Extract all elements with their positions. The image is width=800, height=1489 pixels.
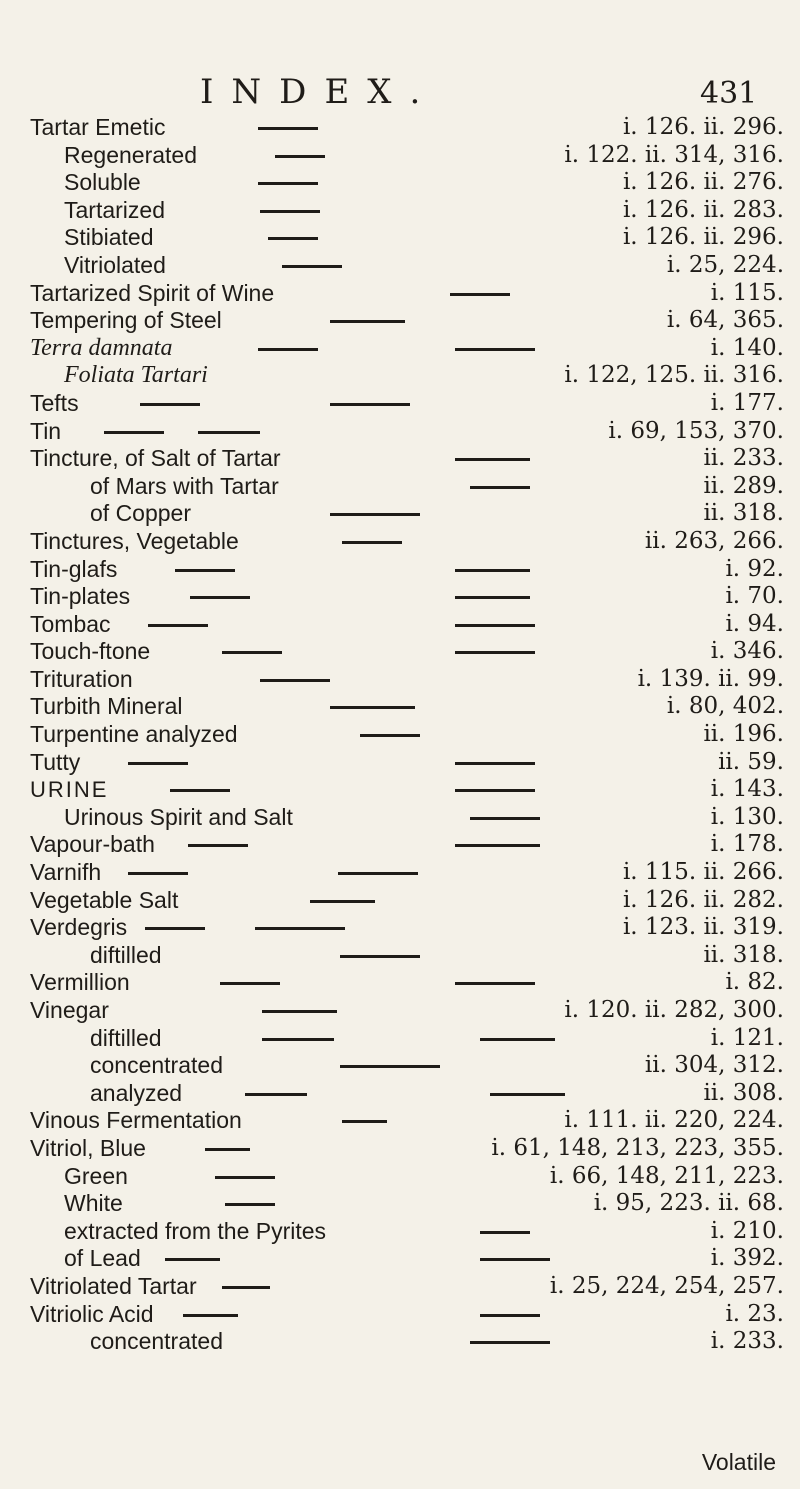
leader-dash	[225, 1203, 275, 1206]
entry-term: Tinctures, Vegetable	[30, 527, 239, 554]
entry-reference: i. 82.	[725, 969, 784, 996]
leader-dash	[470, 486, 530, 489]
entry-term: Tin	[30, 417, 62, 444]
entry-reference: ii. 196.	[703, 721, 784, 748]
index-entry	[0, 969, 800, 997]
leader-dash	[198, 431, 260, 434]
leader-dash	[338, 872, 418, 875]
entry-reference: i. 70.	[725, 583, 784, 610]
entry-reference: i. 95, 223. ii. 68.	[593, 1190, 784, 1217]
index-entry	[0, 638, 800, 666]
entry-reference: i. 25, 224, 254, 257.	[549, 1272, 784, 1299]
index-entry	[0, 1218, 800, 1246]
index-entry	[0, 1107, 800, 1135]
entry-term: Tombac	[30, 610, 111, 637]
index-entry	[0, 804, 800, 832]
entry-reference: i. 94.	[725, 610, 784, 637]
leader-dash	[330, 320, 405, 323]
leader-dash	[145, 927, 205, 930]
index-entry	[0, 1135, 800, 1163]
leader-dash	[490, 1093, 565, 1096]
leader-dash	[480, 1258, 550, 1261]
leader-dash	[340, 955, 420, 958]
entry-reference: i. 178.	[710, 831, 784, 858]
leader-dash	[255, 927, 345, 930]
leader-dash	[262, 1038, 334, 1041]
leader-dash	[282, 265, 342, 268]
leader-dash	[175, 569, 235, 572]
leader-dash	[258, 127, 318, 130]
entry-term: Terra damnata	[30, 334, 173, 361]
index-entry	[0, 1052, 800, 1080]
index-entry	[0, 418, 800, 446]
entry-reference: i. 130.	[710, 803, 784, 830]
index-entry	[0, 1273, 800, 1301]
entry-term: Vapour-bath	[30, 831, 155, 858]
entry-reference: i. 92.	[725, 555, 784, 582]
entry-term: Vinous Fermentation	[30, 1107, 242, 1134]
entry-reference: i. 126. ii. 283.	[622, 196, 784, 223]
leader-dash	[258, 348, 318, 351]
entry-term: Verdegris	[30, 914, 128, 941]
entry-term: Tartar Emetic	[30, 114, 166, 140]
page-number: 431	[700, 76, 758, 111]
index-entry	[0, 611, 800, 639]
entry-reference: i. 121.	[710, 1024, 784, 1051]
entry-term: Tutty	[30, 748, 81, 775]
index-entry	[0, 528, 800, 556]
index-entry	[0, 556, 800, 584]
leader-dash	[455, 762, 535, 765]
leader-dash	[148, 624, 208, 627]
index-entry	[0, 997, 800, 1025]
index-entry	[0, 721, 800, 749]
entry-term: Turpentine analyzed	[30, 721, 238, 748]
entry-term: URINE	[30, 777, 109, 803]
entry-term: analyzed	[90, 1079, 183, 1106]
leader-dash	[183, 1314, 238, 1317]
index-entry	[0, 224, 800, 252]
index-entry	[0, 666, 800, 694]
entry-term: Turbith Mineral	[30, 693, 183, 720]
entry-term: Trituration	[30, 665, 133, 692]
leader-dash	[258, 182, 318, 185]
index-entry	[0, 831, 800, 859]
entry-term: of Copper	[90, 500, 192, 527]
index-entry	[0, 445, 800, 473]
entry-reference: i. 111. ii. 220, 224.	[564, 1107, 784, 1134]
index-entry	[0, 169, 800, 197]
entry-reference: ii. 263, 266.	[644, 527, 784, 554]
leader-dash	[262, 1010, 337, 1013]
entry-reference: i. 120. ii. 282, 300.	[564, 997, 784, 1023]
leader-dash	[330, 403, 410, 406]
leader-dash	[455, 569, 530, 572]
index-entry	[0, 1025, 800, 1053]
leader-dash	[455, 982, 535, 985]
entry-term: Regenerated	[64, 141, 197, 168]
entry-reference: i. 25, 224.	[666, 251, 784, 278]
index-entry	[0, 1190, 800, 1218]
leader-dash	[480, 1231, 530, 1234]
entry-reference: i. 69, 153, 370.	[608, 417, 784, 444]
entry-term: Vegetable Salt	[30, 886, 179, 913]
leader-dash	[188, 844, 248, 847]
index-entry	[0, 362, 800, 390]
index-entry	[0, 307, 800, 335]
index-entry	[0, 693, 800, 721]
entry-term: White	[64, 1190, 123, 1217]
leader-dash	[215, 1176, 275, 1179]
entry-term: Tefts	[30, 389, 79, 416]
leader-dash	[170, 789, 230, 792]
entry-term: Vinegar	[30, 997, 109, 1023]
leader-dash	[245, 1093, 307, 1096]
entry-term: Tin-glafs	[30, 555, 118, 582]
leader-dash	[330, 513, 420, 516]
leader-dash	[360, 734, 420, 737]
index-entry	[0, 914, 800, 942]
index-entry	[0, 473, 800, 501]
index-entry	[0, 252, 800, 280]
entry-reference: i. 23.	[725, 1300, 784, 1327]
entry-reference: i. 126. ii. 296.	[622, 224, 784, 251]
index-entry	[0, 1328, 800, 1356]
index-entry	[0, 887, 800, 915]
leader-dash	[342, 541, 402, 544]
entry-reference: ii. 233.	[703, 445, 784, 472]
index-entry	[0, 583, 800, 611]
entry-reference: i. 122, 125. ii. 316.	[564, 362, 784, 389]
leader-dash	[104, 431, 164, 434]
entry-term: diftilled	[90, 941, 162, 968]
leader-dash	[260, 210, 320, 213]
leader-dash	[480, 1314, 540, 1317]
entry-reference: i. 66, 148, 211, 223.	[549, 1162, 784, 1189]
entry-reference: i. 126. ii. 296.	[622, 114, 784, 140]
entry-reference: ii. 304, 312.	[644, 1052, 784, 1079]
entry-reference: i. 122. ii. 314, 316.	[564, 141, 784, 168]
leader-dash	[128, 762, 188, 765]
entry-term: Stibiated	[64, 224, 154, 251]
entry-term: Varnifh	[30, 859, 102, 886]
index-entry	[0, 500, 800, 528]
entry-reference: i. 61, 148, 213, 223, 355.	[491, 1134, 784, 1161]
leader-dash	[340, 1065, 440, 1068]
entry-reference: i. 139. ii. 99.	[637, 665, 784, 692]
index-entry	[0, 1163, 800, 1191]
index-entry	[0, 280, 800, 308]
leader-dash	[342, 1120, 387, 1123]
entry-term: Touch-ftone	[30, 638, 151, 665]
leader-dash	[455, 844, 540, 847]
index-entry	[0, 142, 800, 170]
index-entry-list	[0, 114, 800, 1356]
leader-dash	[222, 1286, 270, 1289]
entry-term: concentrated	[90, 1328, 223, 1355]
index-entry	[0, 390, 800, 418]
index-entry	[0, 859, 800, 887]
entry-term: Vitriolated Tartar	[30, 1272, 197, 1299]
entry-term: Tartarized	[64, 196, 165, 223]
leader-dash	[455, 458, 530, 461]
entry-term: Vitriolated	[64, 251, 166, 278]
catchword: Volatile	[701, 1449, 776, 1475]
entry-reference: i. 210.	[710, 1217, 784, 1244]
entry-term: extracted from the Pyrites	[64, 1217, 327, 1244]
leader-dash	[128, 872, 188, 875]
index-entry	[0, 1301, 800, 1329]
entry-reference: i. 126. ii. 276.	[622, 169, 784, 196]
entry-reference: i. 115. ii. 266.	[622, 859, 784, 886]
leader-dash	[220, 982, 280, 985]
index-entry	[0, 942, 800, 970]
leader-dash	[310, 900, 375, 903]
leader-dash	[268, 237, 318, 240]
entry-reference: i. 123. ii. 319.	[622, 914, 784, 941]
entry-reference: i. 126. ii. 282.	[622, 886, 784, 913]
entry-reference: i. 392.	[710, 1245, 784, 1272]
entry-term: Tincture, of Salt of Tartar	[30, 445, 281, 472]
leader-dash	[455, 789, 535, 792]
index-entry	[0, 1080, 800, 1108]
leader-dash	[470, 1341, 550, 1344]
leader-dash	[165, 1258, 220, 1261]
entry-term: Urinous Spirit and Salt	[64, 803, 293, 830]
entry-term: Vermillion	[30, 969, 130, 996]
entry-reference: i. 80, 402.	[666, 693, 784, 720]
entry-reference: ii. 59.	[718, 748, 784, 775]
entry-reference: ii. 318.	[703, 941, 784, 968]
leader-dash	[260, 679, 330, 682]
entry-reference: i. 233.	[710, 1328, 784, 1355]
leader-dash	[455, 348, 535, 351]
leader-dash	[222, 651, 282, 654]
index-entry	[0, 776, 800, 804]
entry-reference: i. 140.	[710, 334, 784, 361]
leader-dash	[480, 1038, 555, 1041]
index-entry	[0, 335, 800, 363]
leader-dash	[450, 293, 510, 296]
entry-term: Tartarized Spirit of Wine	[30, 279, 275, 306]
entry-reference: i. 177.	[710, 389, 784, 416]
entry-term: Tempering of Steel	[30, 307, 222, 334]
entry-term: of Mars with Tartar	[90, 472, 279, 499]
entry-reference: ii. 318.	[703, 500, 784, 527]
entry-term: Foliata Tartari	[64, 362, 208, 389]
index-entry	[0, 197, 800, 225]
entry-term: Vitriolic Acid	[30, 1300, 154, 1327]
page-header-title: INDEX.	[200, 72, 439, 112]
leader-dash	[470, 817, 540, 820]
entry-term: Vitriol, Blue	[30, 1134, 146, 1161]
leader-dash	[455, 596, 530, 599]
leader-dash	[275, 155, 325, 158]
leader-dash	[190, 596, 250, 599]
entry-reference: ii. 308.	[703, 1079, 784, 1106]
entry-term: diftilled	[90, 1024, 162, 1051]
entry-reference: ii. 289.	[703, 472, 784, 499]
entry-reference: i. 115.	[710, 279, 784, 306]
leader-dash	[205, 1148, 250, 1151]
entry-term: of Lead	[64, 1245, 141, 1272]
leader-dash	[455, 624, 535, 627]
leader-dash	[140, 403, 200, 406]
leader-dash	[330, 706, 415, 709]
index-entry	[0, 1245, 800, 1273]
entry-reference: i. 346.	[710, 638, 784, 665]
entry-reference: i. 143.	[710, 776, 784, 803]
entry-term: Soluble	[64, 169, 141, 196]
entry-reference: i. 64, 365.	[666, 307, 784, 334]
entry-term: Tin-plates	[30, 583, 131, 610]
entry-term: Green	[64, 1162, 128, 1189]
index-entry	[0, 749, 800, 777]
entry-term: concentrated	[90, 1052, 223, 1079]
index-entry	[0, 114, 800, 142]
leader-dash	[455, 651, 535, 654]
